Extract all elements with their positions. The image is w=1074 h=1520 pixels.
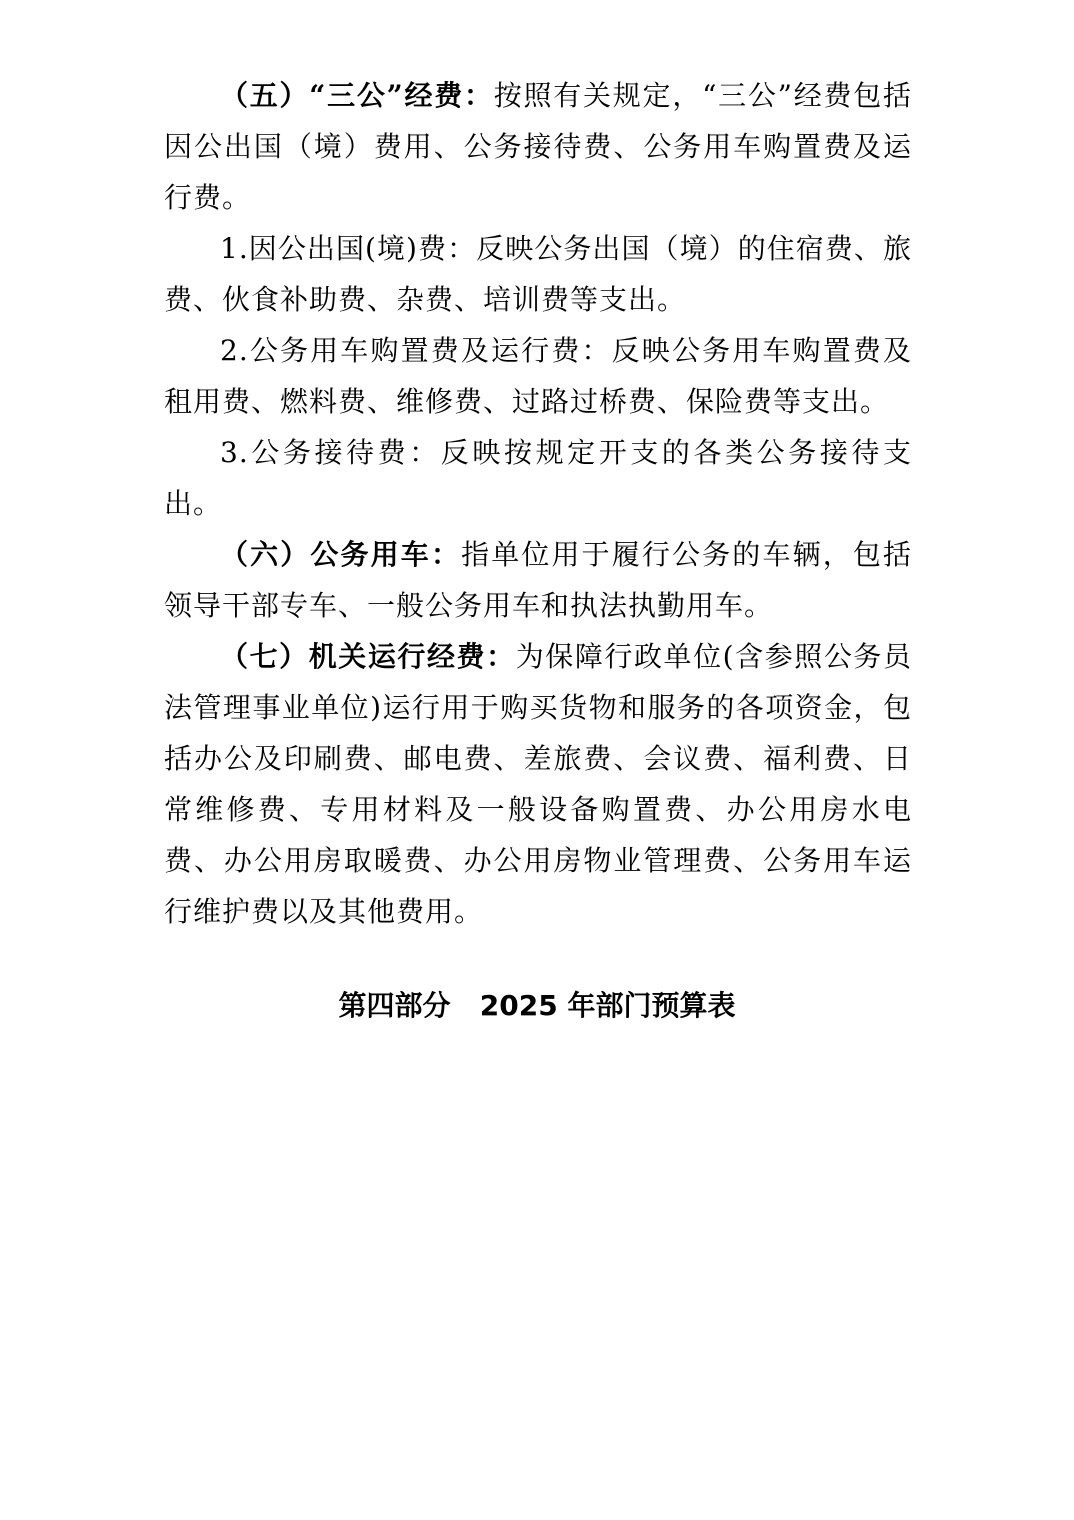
paragraph-vehicle-costs — [164, 325, 912, 427]
paragraph-san-gong-funds — [164, 70, 912, 223]
paragraph-lead: （七）机关运行经费： — [220, 640, 516, 673]
section-title: 第四部分 2025 年部门预算表 — [338, 989, 736, 1022]
paragraph-lead: （六）公务用车： — [220, 538, 462, 571]
paragraph-text: 为保障行政单位(含参照公务员法管理事业单位)运行用于购买货物和服务的各项资金，包括办公及印刷费、邮电费、差旅费、会议费、福利费、日常维修费、专用材料及一般设备购置费、办公用房水电费、办公用房取暖费、办公用房物业管理费、公务用车运行维护费以及其他费用。 — [164, 640, 912, 928]
paragraph-text: 2.公务用车购置费及运行费：反映公务用车购置费及租用费、燃料费、维修费、过路过桥费、保险费等支出。 — [164, 334, 912, 418]
paragraph-official-vehicles — [164, 529, 912, 631]
paragraph-operating-funds — [164, 631, 912, 937]
paragraph-reception — [164, 427, 912, 529]
paragraph-text: 按照有关规定，“三公”经费包括因公出国（境）费用、公务接待费、公务用车购置费及运行费。 — [164, 79, 912, 214]
body-text — [164, 70, 912, 937]
paragraph-lead: （五）“三公”经费： — [220, 79, 494, 112]
paragraph-overseas-travel — [164, 223, 912, 325]
paragraph-text: 指单位用于履行公务的车辆，包括领导干部专车、一般公务用车和执法执勤用车。 — [164, 538, 912, 622]
paragraph-text: 3.公务接待费：反映按规定开支的各类公务接待支出。 — [164, 436, 912, 520]
paragraph-text: 1.因公出国(境)费：反映公务出国（境）的住宿费、旅费、伙食补助费、杂费、培训费等支出。 — [164, 232, 912, 316]
